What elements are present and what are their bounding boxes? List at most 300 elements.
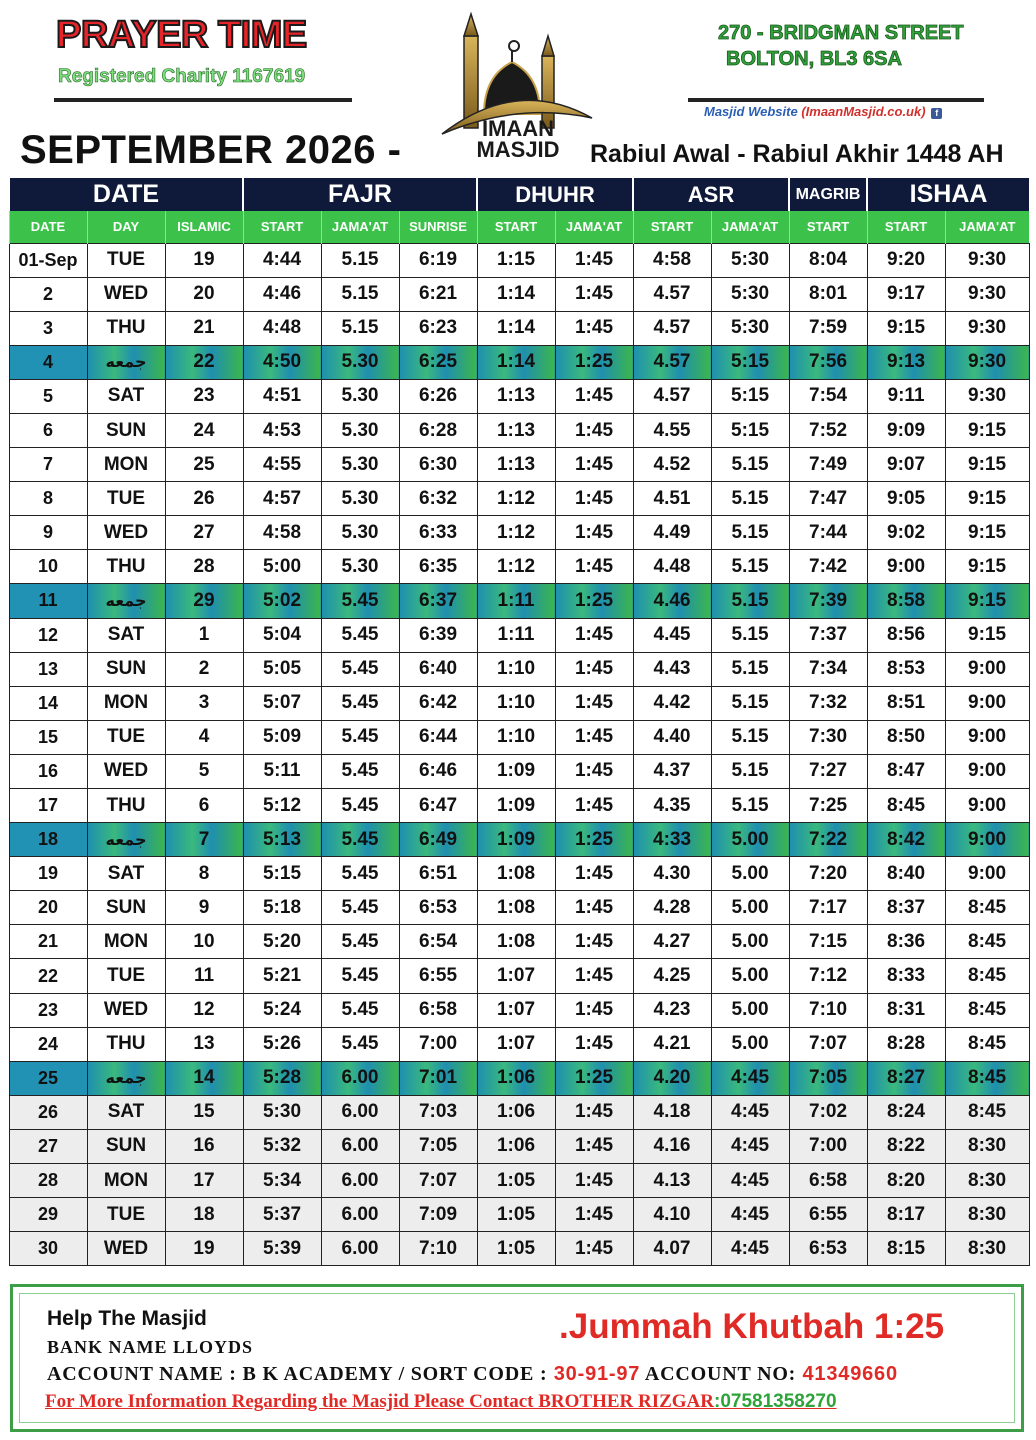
table-cell: 8:20 [867, 1164, 945, 1198]
table-cell: 4:45 [711, 1129, 789, 1163]
table-cell: 5:02 [243, 584, 321, 618]
table-cell: 8:30 [945, 1164, 1029, 1198]
table-cell: 18 [9, 823, 87, 857]
table-cell: 5.00 [711, 959, 789, 993]
table-cell: 4:51 [243, 379, 321, 413]
table-cell: 1:08 [477, 925, 555, 959]
table-row [9, 1095, 1029, 1129]
table-cell: 24 [9, 1027, 87, 1061]
contact-info: For More Information Regarding the Masjid Please Contact BROTHER RIZGAR:07581358270 [45, 1391, 837, 1412]
website-link[interactable]: Masjid Website (ImaanMasjid.co.uk) f [704, 104, 942, 119]
table-cell: 1:09 [477, 754, 555, 788]
table-cell: TUE [87, 720, 165, 754]
table-cell: 1:45 [555, 379, 633, 413]
table-cell: 19 [165, 243, 243, 277]
table-cell: 7:10 [399, 1232, 477, 1266]
table-cell: 6 [165, 789, 243, 823]
table-cell: 18 [165, 1198, 243, 1232]
table-cell: 1:45 [555, 1232, 633, 1266]
page-header [0, 0, 1036, 178]
table-cell: 1:07 [477, 1027, 555, 1061]
table-cell: 4:45 [711, 1232, 789, 1266]
table-cell: 9:00 [945, 652, 1029, 686]
table-cell: 5.15 [711, 652, 789, 686]
table-cell: 8:22 [867, 1129, 945, 1163]
table-cell: 9:15 [945, 516, 1029, 550]
table-cell: THU [87, 789, 165, 823]
table-cell: 4:58 [633, 243, 711, 277]
table-cell: 1:12 [477, 550, 555, 584]
table-cell: 1:25 [555, 1061, 633, 1095]
table-cell: 15 [165, 1095, 243, 1129]
table-row [9, 857, 1029, 891]
table-cell: 9:05 [867, 482, 945, 516]
table-cell: 5.15 [711, 754, 789, 788]
table-cell: 4:45 [711, 1095, 789, 1129]
table-cell: 4 [165, 720, 243, 754]
table-cell: 4.57 [633, 379, 711, 413]
table-cell: 6:58 [789, 1164, 867, 1198]
table-cell: 9:00 [945, 754, 1029, 788]
table-cell: 4.07 [633, 1232, 711, 1266]
table-cell: 6:55 [399, 959, 477, 993]
table-cell: 1:05 [477, 1164, 555, 1198]
table-cell: 9:30 [945, 311, 1029, 345]
table-cell: 1:07 [477, 993, 555, 1027]
table-cell: 3 [165, 686, 243, 720]
table-cell: 1:45 [555, 686, 633, 720]
table-cell: 7:56 [789, 345, 867, 379]
table-cell: 6:30 [399, 448, 477, 482]
table-cell: 7:22 [789, 823, 867, 857]
table-cell: 6.00 [321, 1095, 399, 1129]
table-cell: 5:15 [711, 345, 789, 379]
table-cell: 5:04 [243, 618, 321, 652]
table-cell: 6.00 [321, 1129, 399, 1163]
table-cell: 5.45 [321, 823, 399, 857]
table-cell: 1:45 [555, 550, 633, 584]
table-cell: 1:09 [477, 823, 555, 857]
table-cell: SAT [87, 1095, 165, 1129]
table-cell: 5.30 [321, 379, 399, 413]
islamic-month-title: Rabiul Awal - Rabiul Akhir 1448 AH [590, 140, 1004, 168]
table-cell: 5.15 [711, 789, 789, 823]
table-cell: MON [87, 1164, 165, 1198]
table-row [9, 686, 1029, 720]
divider-left [54, 98, 352, 102]
table-cell: 8:45 [945, 1061, 1029, 1095]
table-row [9, 1164, 1029, 1198]
table-cell: 21 [9, 925, 87, 959]
table-cell: 5.45 [321, 652, 399, 686]
table-row [9, 618, 1029, 652]
table-cell: 4.49 [633, 516, 711, 550]
table-cell: 4.27 [633, 925, 711, 959]
table-cell: 9:07 [867, 448, 945, 482]
table-cell: 1:06 [477, 1129, 555, 1163]
table-cell: 1:13 [477, 379, 555, 413]
table-cell: 8:17 [867, 1198, 945, 1232]
table-cell: 9 [9, 516, 87, 550]
table-cell: 10 [165, 925, 243, 959]
table-row [9, 754, 1029, 788]
table-cell: 8:04 [789, 243, 867, 277]
table-cell: 6:23 [399, 311, 477, 345]
table-cell: 6:19 [399, 243, 477, 277]
table-cell: 1:05 [477, 1232, 555, 1266]
table-row [9, 993, 1029, 1027]
table-cell: 1:12 [477, 482, 555, 516]
table-row [9, 584, 1029, 618]
table-cell: 12 [165, 993, 243, 1027]
table-cell: 4 [9, 345, 87, 379]
table-cell: 6:28 [399, 413, 477, 447]
table-cell: 4:33 [633, 823, 711, 857]
table-cell: 9:00 [945, 789, 1029, 823]
table-cell: 8:01 [789, 277, 867, 311]
table-cell: 6 [9, 413, 87, 447]
table-cell: SUN [87, 1129, 165, 1163]
table-cell: 5.15 [711, 618, 789, 652]
table-cell: 9:02 [867, 516, 945, 550]
table-cell: 11 [9, 584, 87, 618]
table-cell: 25 [165, 448, 243, 482]
table-cell: 1:10 [477, 652, 555, 686]
page-title: PRAYER TIME [56, 14, 307, 56]
table-cell: 6:39 [399, 618, 477, 652]
table-cell: 4:45 [711, 1061, 789, 1095]
table-cell: 8:33 [867, 959, 945, 993]
table-cell: 5:39 [243, 1232, 321, 1266]
table-cell: 1:45 [555, 857, 633, 891]
table-cell: 8:56 [867, 618, 945, 652]
table-row [9, 1061, 1029, 1095]
table-cell: WED [87, 754, 165, 788]
table-cell: 5.30 [321, 345, 399, 379]
table-cell: 5:05 [243, 652, 321, 686]
table-cell: 6:37 [399, 584, 477, 618]
table-cell: 4:57 [243, 482, 321, 516]
table-cell: 16 [165, 1129, 243, 1163]
table-cell: 8:50 [867, 720, 945, 754]
table-cell: 6:58 [399, 993, 477, 1027]
table-cell: 7:05 [789, 1061, 867, 1095]
table-cell: 1:14 [477, 311, 555, 345]
table-row [9, 516, 1029, 550]
table-row [9, 823, 1029, 857]
table-cell: 1:10 [477, 720, 555, 754]
table-cell: 1:08 [477, 891, 555, 925]
table-cell: 1:45 [555, 925, 633, 959]
help-heading: Help The Masjid [47, 1307, 207, 1330]
table-cell: 6:44 [399, 720, 477, 754]
table-cell: 7:02 [789, 1095, 867, 1129]
contact-phone: :07581358270 [714, 1391, 837, 1412]
table-cell: 26 [165, 482, 243, 516]
table-cell: 1:45 [555, 1164, 633, 1198]
table-cell: 5:28 [243, 1061, 321, 1095]
account-details: ACCOUNT NAME : B K ACADEMY / SORT CODE : 30-91-97 ACCOUNT NO: 41349660 [47, 1363, 898, 1385]
table-cell: 5.15 [711, 584, 789, 618]
table-cell: 7:07 [789, 1027, 867, 1061]
table-row [9, 720, 1029, 754]
table-cell: 7:47 [789, 482, 867, 516]
table-cell: MON [87, 448, 165, 482]
table-row [9, 925, 1029, 959]
table-cell: 4.25 [633, 959, 711, 993]
group-date: DATE [9, 178, 243, 211]
table-cell: 9:00 [867, 550, 945, 584]
address-line-2: BOLTON, BL3 6SA [726, 48, 902, 70]
table-cell: WED [87, 1232, 165, 1266]
table-cell: 7:00 [789, 1129, 867, 1163]
table-cell: 23 [9, 993, 87, 1027]
table-cell: 4.48 [633, 550, 711, 584]
table-cell: 5:00 [243, 550, 321, 584]
table-cell: 1:45 [555, 754, 633, 788]
table-cell: 4.23 [633, 993, 711, 1027]
table-cell: 5.15 [711, 550, 789, 584]
table-cell: 28 [165, 550, 243, 584]
column-header: JAMA'AT [321, 211, 399, 243]
table-cell: 28 [9, 1164, 87, 1198]
column-header: SUNRISE [399, 211, 477, 243]
table-cell: 7:20 [789, 857, 867, 891]
table-cell: 17 [9, 789, 87, 823]
table-cell: 7 [9, 448, 87, 482]
table-cell: 8:28 [867, 1027, 945, 1061]
table-cell: 1:45 [555, 1198, 633, 1232]
table-cell: 5.30 [321, 516, 399, 550]
jummah-khutbah: .Jummah Khutbah 1:25 [559, 1307, 945, 1346]
table-cell: 1:45 [555, 789, 633, 823]
table-cell: 5:09 [243, 720, 321, 754]
table-cell: 4.57 [633, 345, 711, 379]
table-cell: 1:06 [477, 1095, 555, 1129]
table-cell: 4.40 [633, 720, 711, 754]
table-cell: 5.45 [321, 754, 399, 788]
table-cell: 7:39 [789, 584, 867, 618]
table-cell: 6:32 [399, 482, 477, 516]
table-cell: 9:15 [945, 448, 1029, 482]
table-cell: 5:24 [243, 993, 321, 1027]
table-cell: 5:15 [243, 857, 321, 891]
table-cell: 21 [165, 311, 243, 345]
table-cell: 4.51 [633, 482, 711, 516]
table-cell: 4:53 [243, 413, 321, 447]
table-cell: 7:10 [789, 993, 867, 1027]
table-cell: 4:45 [711, 1198, 789, 1232]
table-cell: جمعه [87, 823, 165, 857]
group-dhuhr: DHUHR [477, 178, 633, 211]
table-cell: 1:45 [555, 413, 633, 447]
table-cell: 10 [9, 550, 87, 584]
table-cell: 6:42 [399, 686, 477, 720]
table-cell: TUE [87, 1198, 165, 1232]
table-cell: 1:45 [555, 1095, 633, 1129]
facebook-icon[interactable]: f [931, 108, 942, 119]
table-row [9, 1027, 1029, 1061]
table-cell: 7:34 [789, 652, 867, 686]
table-cell: TUE [87, 959, 165, 993]
table-cell: 1:14 [477, 345, 555, 379]
table-cell: 8:42 [867, 823, 945, 857]
table-cell: 8:45 [945, 1027, 1029, 1061]
table-row [9, 959, 1029, 993]
table-cell: 8:30 [945, 1129, 1029, 1163]
table-cell: 5.45 [321, 789, 399, 823]
table-cell: 7:07 [399, 1164, 477, 1198]
column-header: START [243, 211, 321, 243]
table-cell: 7:37 [789, 618, 867, 652]
column-header: START [477, 211, 555, 243]
table-cell: 8:30 [945, 1232, 1029, 1266]
table-cell: 27 [165, 516, 243, 550]
table-cell: 4:44 [243, 243, 321, 277]
table-cell: 5.15 [321, 243, 399, 277]
table-cell: 1:45 [555, 891, 633, 925]
table-cell: SUN [87, 652, 165, 686]
table-cell: 5.45 [321, 959, 399, 993]
table-cell: 5:26 [243, 1027, 321, 1061]
group-fajr: FAJR [243, 178, 477, 211]
table-cell: 7:59 [789, 311, 867, 345]
table-cell: 8:24 [867, 1095, 945, 1129]
table-cell: 23 [165, 379, 243, 413]
table-cell: 4.42 [633, 686, 711, 720]
table-cell: 9:09 [867, 413, 945, 447]
table-cell: 1:45 [555, 516, 633, 550]
table-cell: 11 [165, 959, 243, 993]
prayer-timetable [8, 178, 1030, 1266]
table-cell: 4.13 [633, 1164, 711, 1198]
table-cell: 1:25 [555, 823, 633, 857]
table-cell: 29 [9, 1198, 87, 1232]
table-cell: 4:55 [243, 448, 321, 482]
table-cell: 5.30 [321, 448, 399, 482]
table-cell: 22 [9, 959, 87, 993]
table-cell: 7:12 [789, 959, 867, 993]
table-cell: 3 [9, 311, 87, 345]
table-cell: 8:40 [867, 857, 945, 891]
table-cell: 22 [165, 345, 243, 379]
table-cell: 9:15 [945, 550, 1029, 584]
address-block [700, 20, 1000, 72]
table-cell: 7:44 [789, 516, 867, 550]
table-cell: 5.15 [711, 516, 789, 550]
table-cell: 2 [165, 652, 243, 686]
table-cell: 4:50 [243, 345, 321, 379]
table-cell: 8:45 [945, 891, 1029, 925]
table-cell: 5.00 [711, 1027, 789, 1061]
table-cell: 7:05 [399, 1129, 477, 1163]
table-cell: 6.00 [321, 1164, 399, 1198]
table-cell: 6:25 [399, 345, 477, 379]
table-row [9, 243, 1029, 277]
group-magrib: MAGRIB [789, 178, 867, 211]
table-cell: 30 [9, 1232, 87, 1266]
table-cell: SAT [87, 379, 165, 413]
table-cell: 16 [9, 754, 87, 788]
table-cell: 5.00 [711, 823, 789, 857]
table-cell: 6.00 [321, 1232, 399, 1266]
table-cell: 4.18 [633, 1095, 711, 1129]
table-cell: 9:15 [945, 584, 1029, 618]
table-cell: 5:15 [711, 379, 789, 413]
table-cell: SUN [87, 891, 165, 925]
table-cell: 4:58 [243, 516, 321, 550]
table-cell: 20 [9, 891, 87, 925]
table-cell: 1:07 [477, 959, 555, 993]
column-header: JAMA'AT [555, 211, 633, 243]
table-cell: 1:12 [477, 516, 555, 550]
table-cell: 8 [9, 482, 87, 516]
table-cell: 1:05 [477, 1198, 555, 1232]
table-cell: 19 [165, 1232, 243, 1266]
table-cell: 5.15 [711, 720, 789, 754]
table-cell: 4.21 [633, 1027, 711, 1061]
table-row [9, 482, 1029, 516]
table-cell: 1:45 [555, 448, 633, 482]
table-cell: 1:14 [477, 277, 555, 311]
table-cell: 1:45 [555, 243, 633, 277]
table-cell: 1 [165, 618, 243, 652]
table-cell: 5.45 [321, 720, 399, 754]
table-row [9, 345, 1029, 379]
table-cell: 01-Sep [9, 243, 87, 277]
table-cell: 5:07 [243, 686, 321, 720]
table-cell: 8:27 [867, 1061, 945, 1095]
table-cell: 6:47 [399, 789, 477, 823]
table-cell: 1:45 [555, 1129, 633, 1163]
table-cell: 4.10 [633, 1198, 711, 1232]
table-cell: 7:32 [789, 686, 867, 720]
table-cell: 5:30 [711, 277, 789, 311]
table-cell: 1:45 [555, 277, 633, 311]
table-cell: 5.15 [711, 448, 789, 482]
table-cell: 6:33 [399, 516, 477, 550]
table-cell: 8:15 [867, 1232, 945, 1266]
table-cell: 5.45 [321, 891, 399, 925]
table-cell: 9:20 [867, 243, 945, 277]
table-cell: 4.43 [633, 652, 711, 686]
table-cell: 5:30 [243, 1095, 321, 1129]
table-cell: 26 [9, 1095, 87, 1129]
table-cell: 9:00 [945, 720, 1029, 754]
group-asr: ASR [633, 178, 789, 211]
table-cell: 1:13 [477, 413, 555, 447]
table-row [9, 311, 1029, 345]
footer-panel [10, 1284, 1024, 1432]
table-cell: 5.30 [321, 482, 399, 516]
table-cell: 9:15 [867, 311, 945, 345]
table-cell: 1:15 [477, 243, 555, 277]
table-cell: 6:46 [399, 754, 477, 788]
table-cell: 6:26 [399, 379, 477, 413]
table-cell: 5.00 [711, 857, 789, 891]
table-cell: MON [87, 925, 165, 959]
table-cell: 9:30 [945, 277, 1029, 311]
table-cell: WED [87, 993, 165, 1027]
table-cell: 4.57 [633, 311, 711, 345]
table-cell: 2 [9, 277, 87, 311]
table-cell: 6:35 [399, 550, 477, 584]
table-cell: 9:30 [945, 379, 1029, 413]
table-cell: 9:11 [867, 379, 945, 413]
table-cell: 9:30 [945, 345, 1029, 379]
table-cell: 1:08 [477, 857, 555, 891]
table-cell: 7:01 [399, 1061, 477, 1095]
